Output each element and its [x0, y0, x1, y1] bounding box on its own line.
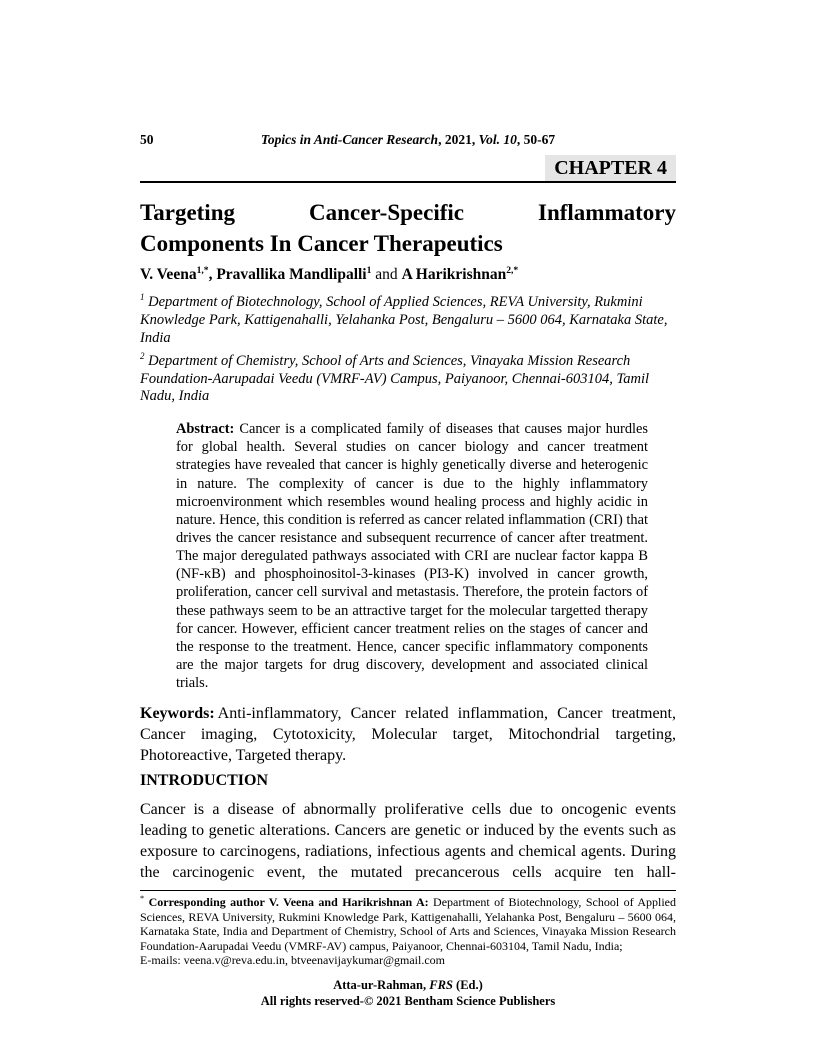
chapter-title — [140, 198, 676, 259]
running-title-pages: , 50-67 — [516, 132, 556, 147]
footnote-body — [140, 894, 676, 954]
footnote-text: Department of Biotechnology, School of Applied Sciences, REVA University, Rukmini Knowledge Park, Kattigenahalli, Yelahanka Post, Bengaluru – 5600 064, Karnataka State, India and Department of Chemistry, School of Arts and Sciences, Vinayaka Mission Research Foundation-Aarupadai Veedu (VMRF-AV) campus, Paiyanoor, Chennai-603104, Tamil Nadu, India; — [140, 894, 676, 953]
running-title-volume: Vol. 10 — [478, 132, 517, 147]
author-1-name: V. Veena — [140, 266, 197, 284]
keywords-label: Keywords: — [140, 705, 215, 723]
author-3-affmark: 2,* — [506, 265, 519, 277]
author-separator-1: , — [208, 266, 217, 284]
author-2 — [216, 266, 371, 283]
author-1 — [140, 266, 209, 283]
author-3-name: A Harikrishnan — [401, 266, 507, 284]
abstract-text: Cancer is a complicated family of diseases that causes major hurdles for global health. Several studies on cancer biology and cancer treatment strategies have revealed that cancer is highly genetically diverse and heterogenic in nature. The complexity of cancer is due to the highly inflammatory microenvironment which resembles wound healing process and highly acidic in nature. Hence, this condition is referred as cancer related inflammation (CRI) that drives the cancer resistance and subsequent recurrence of cancer after treatment. The major deregulated pathways associated with CRI are nuclear factor kappa B (NF-κB) and phosphoinositol-3-kinases (PI3-K) involved in cancer growth, proliferation, cancer cell survival and metastasis. Therefore, the protein factors of these pathways seem to be an attractive target for the molecular targetted therapy for cancer. However, efficient cancer treatment relies on the stages of cancer and the response to the treatment. Hence, cancer specific inflammatory components are the major targets for drug discovery, development and associated clinical trials. — [176, 421, 648, 692]
page-footer — [140, 977, 676, 1010]
authors-line — [140, 265, 676, 284]
chapter-rule — [140, 155, 676, 183]
footer-editor-pre: Atta-ur-Rahman, — [333, 978, 430, 992]
author-1-affmark: 1,* — [196, 265, 209, 277]
introduction-paragraph: Cancer is a disease of abnormally proliferative cells due to oncogenic events leading to genetic alterations. Cancers are genetic or induced by the events such as exposure to carcinogens, radiations, infectious agents and chemical agents. During the carcinogenic event, the mutated precancerous cells acquire ten hall- — [140, 801, 676, 881]
chapter-title-line1: Targeting Cancer-Specific Inflammatory — [140, 200, 676, 225]
page-header — [140, 132, 676, 149]
footer-editor-line — [140, 977, 676, 993]
corresponding-author-footnote — [140, 890, 676, 968]
page-number: 50 — [140, 132, 154, 147]
keywords-text: Anti-inflammatory, Cancer related inflammation, Cancer treatment, Cancer imaging, Cytotoxicity, Molecular target, Mitochondrial targeting, Photoreactive, Targeted therapy. — [140, 705, 676, 765]
footer-rights-line: All rights reserved-© 2021 Bentham Science Publishers — [260, 994, 556, 1009]
affiliation-2-text: Department of Chemistry, School of Arts and Sciences, Vinayaka Mission Research Foundation-Aarupadai Veedu (VMRF-AV) Campus, Paiyanoor, Chennai-603104, Tamil Nadu, India — [140, 353, 650, 405]
introduction-heading: INTRODUCTION — [140, 772, 269, 790]
footer-editor-post: (Ed.) — [452, 978, 483, 992]
affiliation-1-marker: 1 — [140, 292, 145, 303]
footnote-emails: E-mails: veena.v@reva.edu.in, btveenavijaykumar@gmail.com — [140, 953, 445, 968]
footer-editor-frs: FRS — [429, 978, 453, 992]
author-2-name: Pravallika Mandlipalli — [216, 266, 367, 284]
abstract — [176, 420, 648, 692]
affiliation-2-marker: 2 — [140, 351, 145, 362]
affiliation-1 — [140, 292, 676, 347]
author-separator-2: and — [371, 266, 402, 284]
chapter-title-line2: Components In Cancer Therapeutics — [140, 230, 503, 256]
keywords — [140, 704, 676, 767]
running-title-mid: , 2021, — [438, 132, 479, 147]
affiliation-1-text: Department of Biotechnology, School of Applied Sciences, REVA University, Rukmini Knowledge Park, Kattigenahalli, Yelahanka Post, Bengaluru – 5600 064, Karnataka State, India — [140, 294, 668, 346]
footnote-bold-lead: Corresponding author V. Veena and Harikrishnan A: — [148, 894, 429, 909]
affiliation-2 — [140, 351, 676, 406]
running-title-journal: Topics in Anti-Cancer Research — [260, 132, 439, 147]
footnote-marker: * — [140, 893, 145, 903]
author-2-affmark: 1 — [366, 265, 372, 277]
abstract-label: Abstract: — [176, 421, 235, 438]
running-title — [261, 132, 555, 147]
chapter-label: CHAPTER 4 — [545, 155, 676, 181]
author-3 — [402, 266, 519, 283]
